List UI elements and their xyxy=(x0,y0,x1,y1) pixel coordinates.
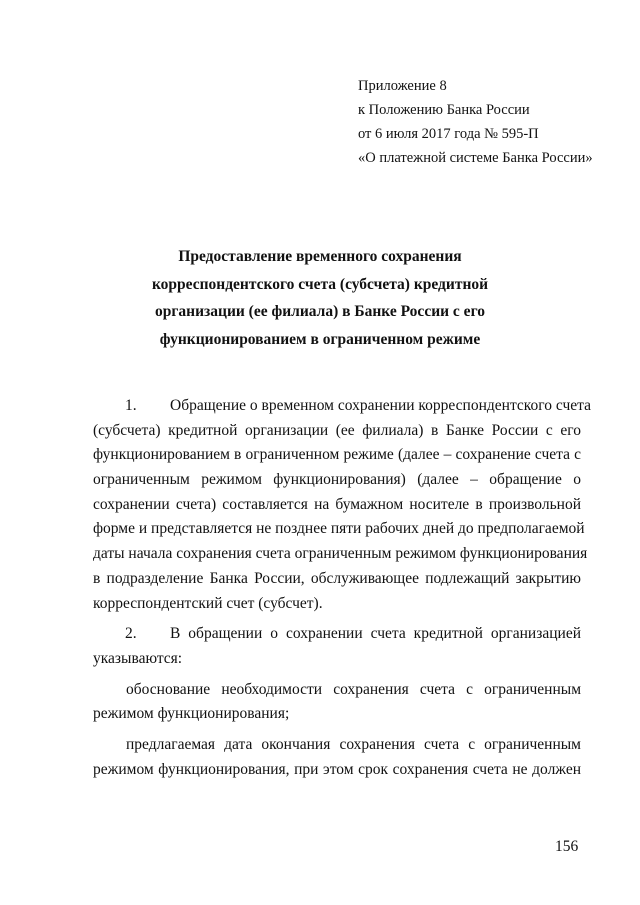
title-line: корреспондентского счета (субсчета) кредитной xyxy=(151,275,489,293)
document-title xyxy=(0,243,640,353)
paragraph-4 xyxy=(93,733,581,782)
appendix-line: «О платежной системе Банка России» xyxy=(358,150,593,166)
paragraph-line: режимом функционирования; xyxy=(93,705,290,723)
paragraph-number: 1. xyxy=(125,397,137,414)
title-line: организации (ее филиала) в Банке России с его xyxy=(155,303,485,320)
paragraph-line xyxy=(93,394,591,419)
page-number: 156 xyxy=(555,838,579,855)
paragraph-line xyxy=(93,622,581,647)
appendix-line: от 6 июля 2017 года № 595-П xyxy=(358,126,539,142)
title-line: функционированием в ограниченном режиме xyxy=(159,330,481,348)
paragraph-line: указываются: xyxy=(93,649,183,667)
appendix-line: Приложение 8 xyxy=(358,78,447,94)
paragraph-1 xyxy=(93,394,591,616)
paragraph-2 xyxy=(93,622,581,671)
paragraph-line: в подразделение Банка России, обслуживающее подлежащий закрытию xyxy=(93,569,581,587)
paragraph-number: 2. xyxy=(125,625,137,643)
paragraph-line: корреспондентский счет (субсчет). xyxy=(93,594,323,612)
paragraph-line: ограниченным режимом функционирования) (далее – обращение о xyxy=(93,471,581,489)
appendix-header xyxy=(358,74,593,170)
paragraph-line: обоснование необходимости сохранения счета с ограниченным xyxy=(126,680,581,698)
title-line: Предоставление временного сохранения xyxy=(178,248,462,265)
paragraph-line: предлагаемая дата окончания сохранения счета с ограниченным xyxy=(126,735,581,753)
paragraph-line: (субсчета) кредитной организации (ее филиала) в Банке России с его xyxy=(93,421,581,439)
paragraph-text: В обращении о сохранении счета кредитной организацией xyxy=(170,625,581,643)
paragraph-line: сохранении счета) составляется на бумажном носителе в произвольной xyxy=(93,495,581,513)
paragraph-line: режимом функционирования, при этом срок сохранения счета не должен xyxy=(93,760,581,778)
paragraph-text: Обращение о временном сохранении корреспондентского счета xyxy=(170,397,591,414)
paragraph-3 xyxy=(93,678,581,727)
paragraph-line: даты начала сохранения счета ограниченным режимом функционирования xyxy=(93,545,588,563)
appendix-line: к Положению Банка России xyxy=(358,102,530,118)
paragraph-line: функционированием в ограниченном режиме (далее – сохранение счета с xyxy=(93,446,581,464)
document-body xyxy=(93,394,591,782)
paragraph-line: форме и представляется не позднее пяти рабочих дней до предполагаемой xyxy=(93,520,585,538)
